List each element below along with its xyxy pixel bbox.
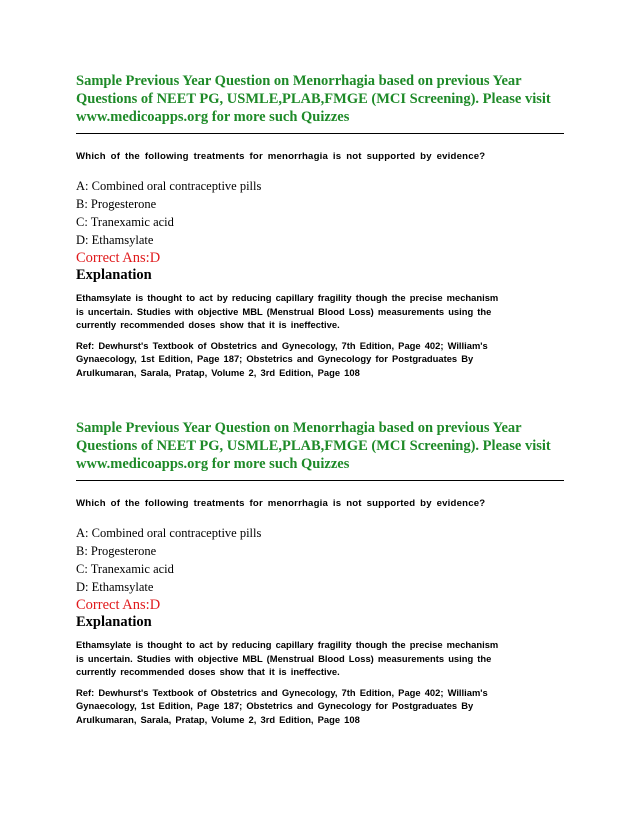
heading-line: Sample Previous Year Question on Menorrhagia based on previous Year [76, 420, 522, 436]
option-a: A: Combined oral contraceptive pills [76, 526, 262, 540]
options-list [76, 177, 564, 249]
heading-line: Sample Previous Year Question on Menorrhagia based on previous Year [76, 73, 522, 89]
explanation-text [76, 291, 564, 332]
option-d: D: Ethamsylate [76, 580, 154, 594]
quiz-block-2 [76, 419, 564, 726]
explanation-line: is uncertain. Studies with objective MBL (Menstrual Blood Loss) measurements using the [76, 652, 492, 664]
heading-line: Questions of NEET PG, USMLE,PLAB,FMGE (MCI Screening). Please visit [76, 91, 551, 107]
question-text: Which of the following treatments for menorrhagia is not supported by evidence? [76, 498, 486, 509]
option-b: B: Progesterone [76, 197, 157, 211]
heading-line: Questions of NEET PG, USMLE,PLAB,FMGE (MCI Screening). Please visit [76, 438, 551, 454]
option-b: B: Progesterone [76, 544, 157, 558]
reference-line: Arulkumaran, Sarala, Pratap, Volume 2, 3rd Edition, Page 108 [76, 713, 360, 725]
quiz-block-1 [76, 72, 564, 379]
reference-line: Gynaecology, 1st Edition, Page 187; Obstetrics and Gynecology for Postgraduates By [76, 700, 474, 711]
option-a: A: Combined oral contraceptive pills [76, 179, 262, 193]
explanation-line: currently recommended doses show that it is ineffective. [76, 319, 340, 330]
heading-line: www.medicoapps.org for more such Quizzes [76, 109, 350, 125]
correct-answer: Correct Ans:D [76, 597, 161, 613]
question-text: Which of the following treatments for menorrhagia is not supported by evidence? [76, 151, 486, 162]
reference-line: Gynaecology, 1st Edition, Page 187; Obstetrics and Gynecology for Postgraduates By [76, 353, 474, 364]
explanation-line: is uncertain. Studies with objective MBL (Menstrual Blood Loss) measurements using the [76, 305, 492, 317]
option-d: D: Ethamsylate [76, 233, 154, 247]
reference-text [76, 686, 564, 727]
reference-line: Ref: Dewhurst's Textbook of Obstetrics and Gynecology, 7th Edition, Page 402; William's [76, 686, 488, 698]
option-c: C: Tranexamic acid [76, 562, 174, 576]
divider [76, 480, 564, 481]
explanation-heading: Explanation [76, 267, 152, 283]
heading-line: www.medicoapps.org for more such Quizzes [76, 456, 350, 472]
explanation-line: currently recommended doses show that it is ineffective. [76, 666, 340, 677]
correct-answer: Correct Ans:D [76, 250, 161, 266]
reference-line: Ref: Dewhurst's Textbook of Obstetrics and Gynecology, 7th Edition, Page 402; William's [76, 339, 488, 351]
explanation-line: Ethamsylate is thought to act by reducing capillary fragility though the precise mechanism [76, 639, 499, 650]
explanation-text [76, 638, 564, 679]
divider [76, 133, 564, 134]
reference-text [76, 339, 564, 380]
explanation-line: Ethamsylate is thought to act by reducing capillary fragility though the precise mechanism [76, 292, 499, 303]
quiz-heading [76, 419, 564, 473]
reference-line: Arulkumaran, Sarala, Pratap, Volume 2, 3rd Edition, Page 108 [76, 366, 360, 378]
options-list [76, 524, 564, 596]
explanation-heading: Explanation [76, 614, 152, 630]
option-c: C: Tranexamic acid [76, 215, 174, 229]
quiz-heading [76, 72, 564, 126]
